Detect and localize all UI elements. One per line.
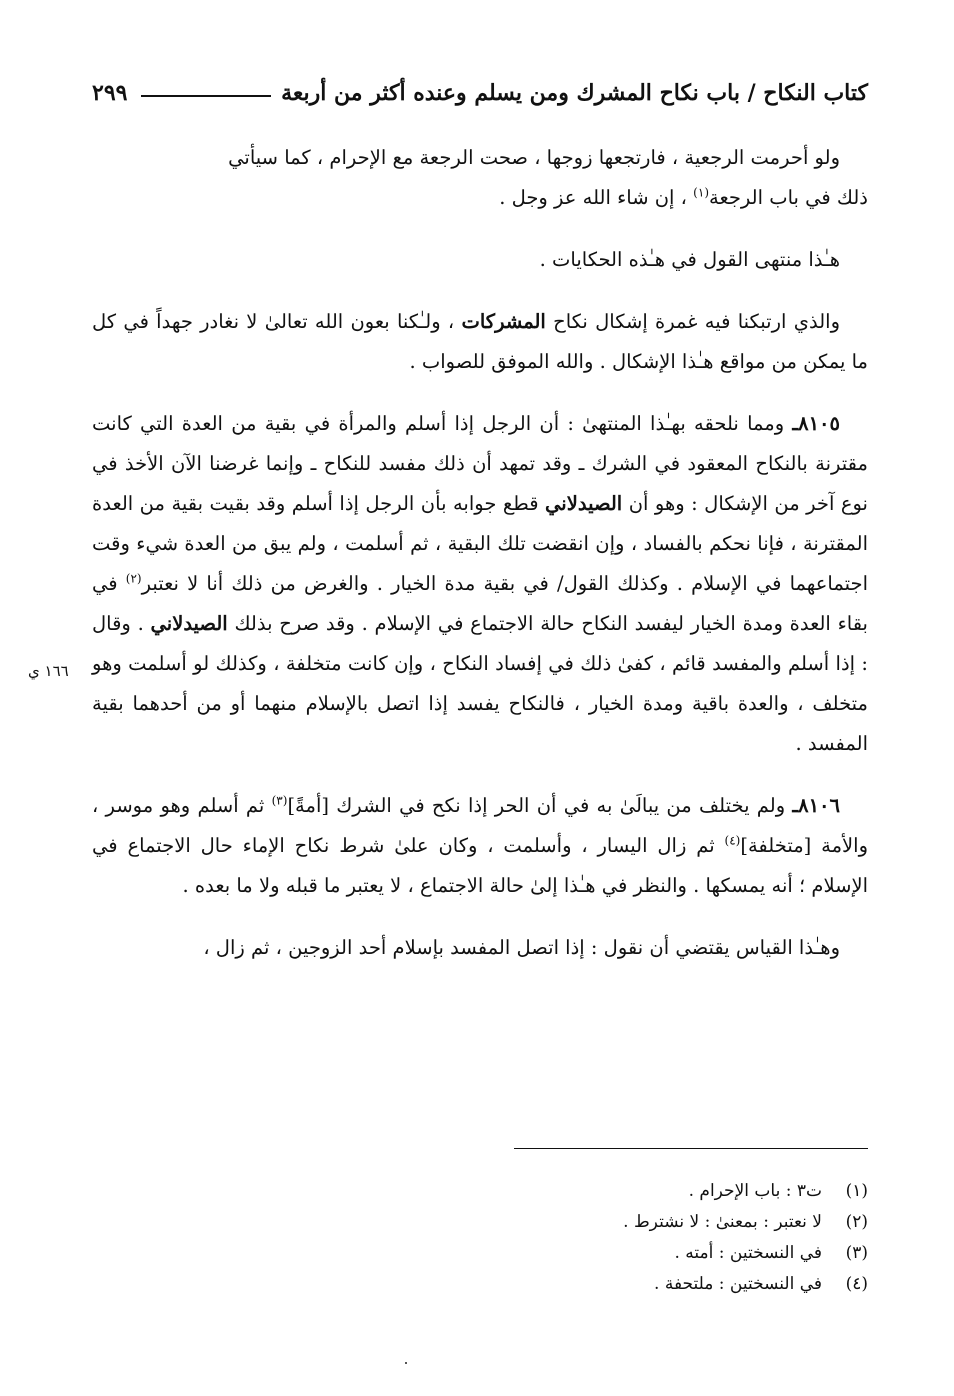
bold-term: المشركات [461, 310, 546, 333]
paragraph: هـٰذا منتهى القول في هـٰذه الحكايات . [539, 248, 840, 271]
footnote-text: لا نعتبر : بمعنىٰ : لا نشترط . [623, 1212, 822, 1232]
text-line: ولو أحرمت الرجعية ، فارتجعها زوجها ، صحت الرجعة مع الإحرام ، كما سيأتي [228, 146, 840, 169]
bold-name: الصيدلاني [545, 492, 623, 515]
paragraph [92, 302, 868, 382]
footnote [400, 1238, 868, 1269]
footnote-marker: (٢) [845, 1212, 868, 1232]
text-span: ثم أسلم وهو موسر ، والأمة [متخلفة] [92, 794, 868, 857]
text-span: ذلك في باب الرجعة [709, 186, 868, 209]
paragraph: وهـٰذا القياس يقتضي أن نقول : إذا اتصل المفسد بإسلام أحد الزوجين ، ثم زال ، [203, 936, 840, 959]
text-span: ، ولـٰكنا بعون الله تعالىٰ لا نغادر جهداً في كل ما يمكن من مواقع هـٰذا الإشكال . والله الموفق للصواب . [92, 310, 868, 373]
footnote [400, 1207, 868, 1238]
footnote-text: ت٣ : باب الإحرام . [688, 1181, 822, 1201]
header-title: كتاب النكاح / باب نكاح المشرك ومن يسلم وعنده أكثر من أربعة [281, 80, 868, 106]
text-span: ثم زال اليسار ، وأسلمت ، وكان علىٰ شرط نكاح الإماء حال الاجتماع في الإسلام ؛ أنه يمسكها . والنظر في هـٰذا إلىٰ حالة الاجتماع ، لا يعتبر ما قبله ولا ما بعده . [92, 834, 868, 897]
footnote-ref: (١) [693, 185, 709, 200]
footnote-ref: (٤) [724, 833, 741, 848]
text-span: ومما نلحقه بهـٰذا المنتهىٰ : أن الرجل إذا أسلم والمرأة في بقية من العدة التي كانت مقترنة بالنكاح المعقود في الشرك ـ وقد تمهد أن ذلك مفسد للنكاح ـ وإنما غرضنا الآن الأخذ في نوع آخر من الإشكال : وهو أن [92, 412, 868, 515]
paragraph [92, 786, 868, 906]
text-span: . وقال : إذا أسلم والمفسد قائم ، كفىٰ ذلك في إفساد النكاح ، وإن كانت متخلفة ، وكذلك لو أسلمت وهو متخلف ، والعدة باقية ومدة الخيار ، فالنكاح يفسد إذا اتصل بالإسلام منهما أو من أحدهما بقية المفسد . [92, 612, 868, 755]
footnote-marker: (١) [845, 1181, 868, 1201]
footnote-marker: (٣) [845, 1243, 868, 1263]
section-number: ٨١٠٦ـ [792, 794, 840, 817]
bold-name: الصيدلاني [150, 612, 228, 635]
page-number: ٢٩٩ [92, 80, 128, 106]
footnote-text: في النسختين : ملتحفة . [654, 1274, 822, 1294]
paragraph [92, 404, 868, 764]
footnote-ref: (٢) [125, 571, 142, 586]
footnote-separator [514, 1148, 868, 1149]
footnote-ref: (٣) [271, 793, 288, 808]
text-span: قطع جوابه بأن الرجل إذا أسلم وقد بقيت بقية من العدة المقترنة ، فإنا نحكم بالفساد ، وإن انقضت تلك البقية ، ثم أسلمت ، ولم يبق من العدة شيء وقت اجتماعهما في الإسلام . وكذلك القول/ في بقية مدة الخيار . والغرض من ذلك أنا لا نعتبر [92, 492, 868, 595]
paragraph [92, 138, 868, 218]
footnote-text: في النسختين : أمته . [674, 1243, 822, 1263]
main-text [92, 138, 868, 990]
text-span: والذي ارتبكنا فيه غمرة إشكال نكاح [545, 310, 840, 333]
section-number: ٨١٠٥ـ [792, 412, 840, 435]
footnotes [400, 1176, 868, 1300]
text-span: ولم يختلف من يبالَىٰ به في أن الحر إذا نكح في الشرك [أمةً] [287, 794, 793, 817]
running-header [92, 80, 868, 106]
footnote [400, 1269, 868, 1300]
text-span: ، إن شاء الله عز وجل . [499, 186, 694, 209]
text-span: في بقاء العدة ومدة الخيار ليفسد النكاح حالة الاجتماع في الإسلام . وقد صرح بذلك [92, 572, 868, 635]
header-rule [141, 95, 271, 97]
scan-speck [405, 1362, 407, 1364]
footnote [400, 1176, 868, 1207]
footnote-marker: (٤) [845, 1274, 868, 1294]
margin-note: ١٦٦ ي [28, 662, 69, 680]
